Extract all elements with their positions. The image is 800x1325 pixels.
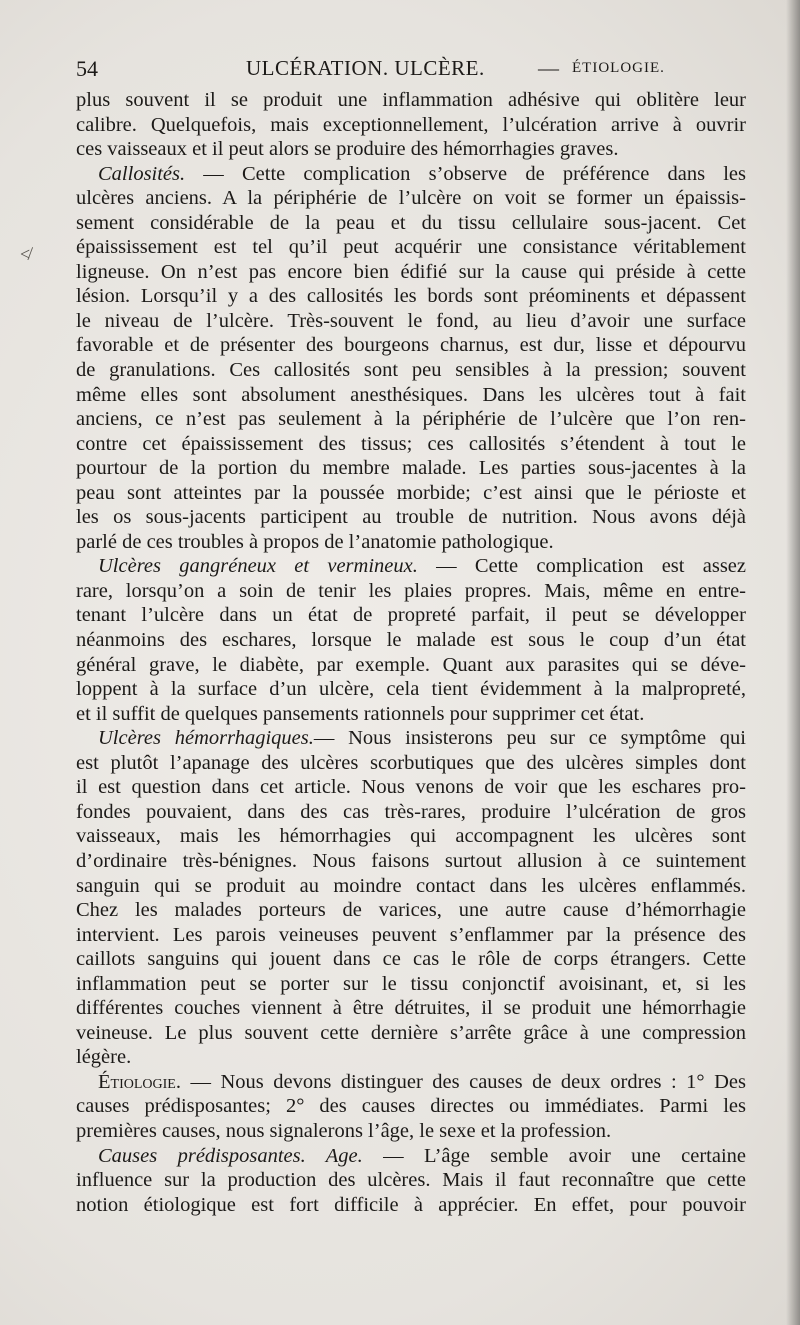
text-line: de granulations. Ces callosités sont peu sensibles à la pression; souvent — [76, 359, 746, 382]
header-section: ÉTIOLOGIE. — [572, 60, 665, 76]
text-line: Ulcères gangréneux et vermineux. — Cette complication est assez — [98, 555, 746, 578]
text-line: causes prédisposantes; 2° des causes directes ou immédiates. Parmi les — [76, 1095, 746, 1118]
text-line: ligneuse. On n’est pas encore bien édifié sur la cause qui préside à cette — [76, 260, 746, 283]
text-line: plus souvent il se produit une inflammation adhésive qui oblitère leur — [76, 89, 746, 111]
body-text — [76, 88, 746, 1217]
text-line: influence sur la production des ulcères. Mais il faut reconnaître que cette — [76, 1169, 746, 1192]
running-header — [76, 56, 746, 84]
paragraph-heading-italic: Callosités. — [98, 162, 186, 185]
text-line: premières causes, nous signalerons l’âge, le sexe et la profession. — [76, 1119, 612, 1142]
text-line: tenant l’ulcère dans un état de propreté parfait, il peut se développer — [76, 604, 746, 627]
text-line: néanmoins des eschares, lorsque le malade est sous le coup d’un état — [76, 629, 746, 652]
text-line: Chez les malades porteurs de varices, une autre cause d’hémorrhagie — [76, 899, 746, 922]
text-line: lésion. Lorsqu’il y a des callosités les bords sont préominents et dépassent — [76, 285, 746, 308]
text-line: pourtour de la portion du membre malade. Les parties sous-jacentes à la — [76, 457, 746, 480]
text-line: caillots sanguins qui jouent dans ce cas le rôle de corps étrangers. Cette — [76, 948, 746, 971]
text-line: anciens, ce n’est pas seulement à la périphérie de l’ulcère que l’on ren- — [76, 408, 746, 431]
text-line: Ulcères hémorrhagiques.— Nous insisterons peu sur ce symptôme qui — [98, 727, 746, 750]
text-line: épaississement est tel qu’il peut acquérir une consistance véritablement — [76, 236, 746, 259]
text-line: et il suffit de quelques pansements rationnels pour supprimer cet état. — [76, 702, 645, 725]
text-line: inflammation peut se porter sur le tissu conjonctif avoisinant, et, si les — [76, 972, 746, 995]
paragraph-heading-italic: Causes prédisposantes. Age. — [98, 1144, 363, 1167]
page-number: 54 — [76, 56, 98, 81]
text-line: peau sont atteintes par la poussée morbide; c’est ainsi que le périoste et — [76, 481, 746, 504]
text-line: légère. — [76, 1046, 132, 1069]
text-line: ulcères anciens. A la périphérie de l’ulcère on voit se former un épaissis- — [76, 187, 746, 210]
text-line: il est question dans cet article. Nous venons de voir que les eschares pro- — [76, 776, 746, 799]
page-edge-shadow — [786, 0, 800, 1325]
header-title: ULCÉRATION. ULCÈRE. — [246, 56, 485, 80]
text-line: vaisseaux, mais les hémorrhagies qui accompagnent les ulcères sont — [76, 825, 746, 848]
text-line: rare, lorsqu’on a soin de tenir les plaies propres. Mais, même en entre- — [76, 579, 746, 602]
text-line: loppent à la surface d’un ulcère, cela tient évidemment à la malpropreté, — [76, 678, 746, 701]
text-line: intervient. Les parois veineuses peuvent s’enflammer par la présence des — [76, 923, 746, 946]
text-line: d’ordinaire très-bénignes. Nous faisons surtout allusion à ce suintement — [76, 849, 746, 872]
text-line: favorable et de présenter des bourgeons charnus, est dur, lisse et dépourvu — [76, 334, 746, 357]
text-line: Causes prédisposantes. Age. — L’âge semble avoir une certaine — [98, 1144, 746, 1167]
paragraph-heading-italic: Ulcères gangréneux et vermineux. — [98, 555, 418, 578]
paragraph-heading-italic: Ulcères hémorrhagiques. — [98, 727, 314, 750]
text-line: est plutôt l’apanage des ulcères scorbutiques que des ulcères simples dont — [76, 751, 746, 774]
text-line: ces vaisseaux et il peut alors se produire des hémorrhagies graves. — [76, 138, 619, 161]
text-line: veineuse. Le plus souvent cette dernière s’arrête grâce à une compression — [76, 1021, 746, 1044]
text-line: différentes couches viennent à être détruites, il se produit une hémorrhagie — [76, 997, 746, 1020]
section-heading: Étiologie. — [98, 1070, 181, 1093]
text-line: sanguin qui se produit au moindre contact dans les ulcères enflammés. — [76, 874, 746, 897]
text-line: calibre. Quelquefois, mais exceptionnellement, l’ulcération arrive à ouvrir — [76, 113, 746, 136]
margin-mark: ≮ — [20, 244, 31, 264]
text-line: même elles sont absolument anesthésiques. Dans les ulcères tout à fait — [76, 383, 746, 406]
text-line: fondes pouvaient, dans des cas très-rares, produire l’ulcération de gros — [76, 800, 746, 823]
text-line: Callosités. — Cette complication s’observe de préférence dans les — [98, 162, 746, 185]
text-line: sement considérable de la peau et du tissu cellulaire sous-jacent. Cet — [76, 211, 746, 234]
text-line: notion étiologique est fort difficile à apprécier. En effet, pour pouvoir — [76, 1193, 746, 1216]
text-line: contre cet épaississement des tissus; ces callosités s’étendent à tout le — [76, 432, 746, 455]
text-line: parlé de ces troubles à propos de l’anatomie pathologique. — [76, 530, 554, 553]
text-line: le niveau de l’ulcère. Très-souvent le fond, au lieu d’avoir une surface — [76, 309, 746, 332]
text-line: Étiologie. — Nous devons distinguer des causes de deux ordres : 1° Des — [98, 1070, 746, 1093]
text-line: les os sous-jacents participent au trouble de nutrition. Nous avons déjà — [76, 506, 746, 529]
header-dash: — — [538, 56, 559, 80]
text-line: général grave, le diabète, par exemple. Quant aux parasites qui se déve- — [76, 653, 746, 676]
